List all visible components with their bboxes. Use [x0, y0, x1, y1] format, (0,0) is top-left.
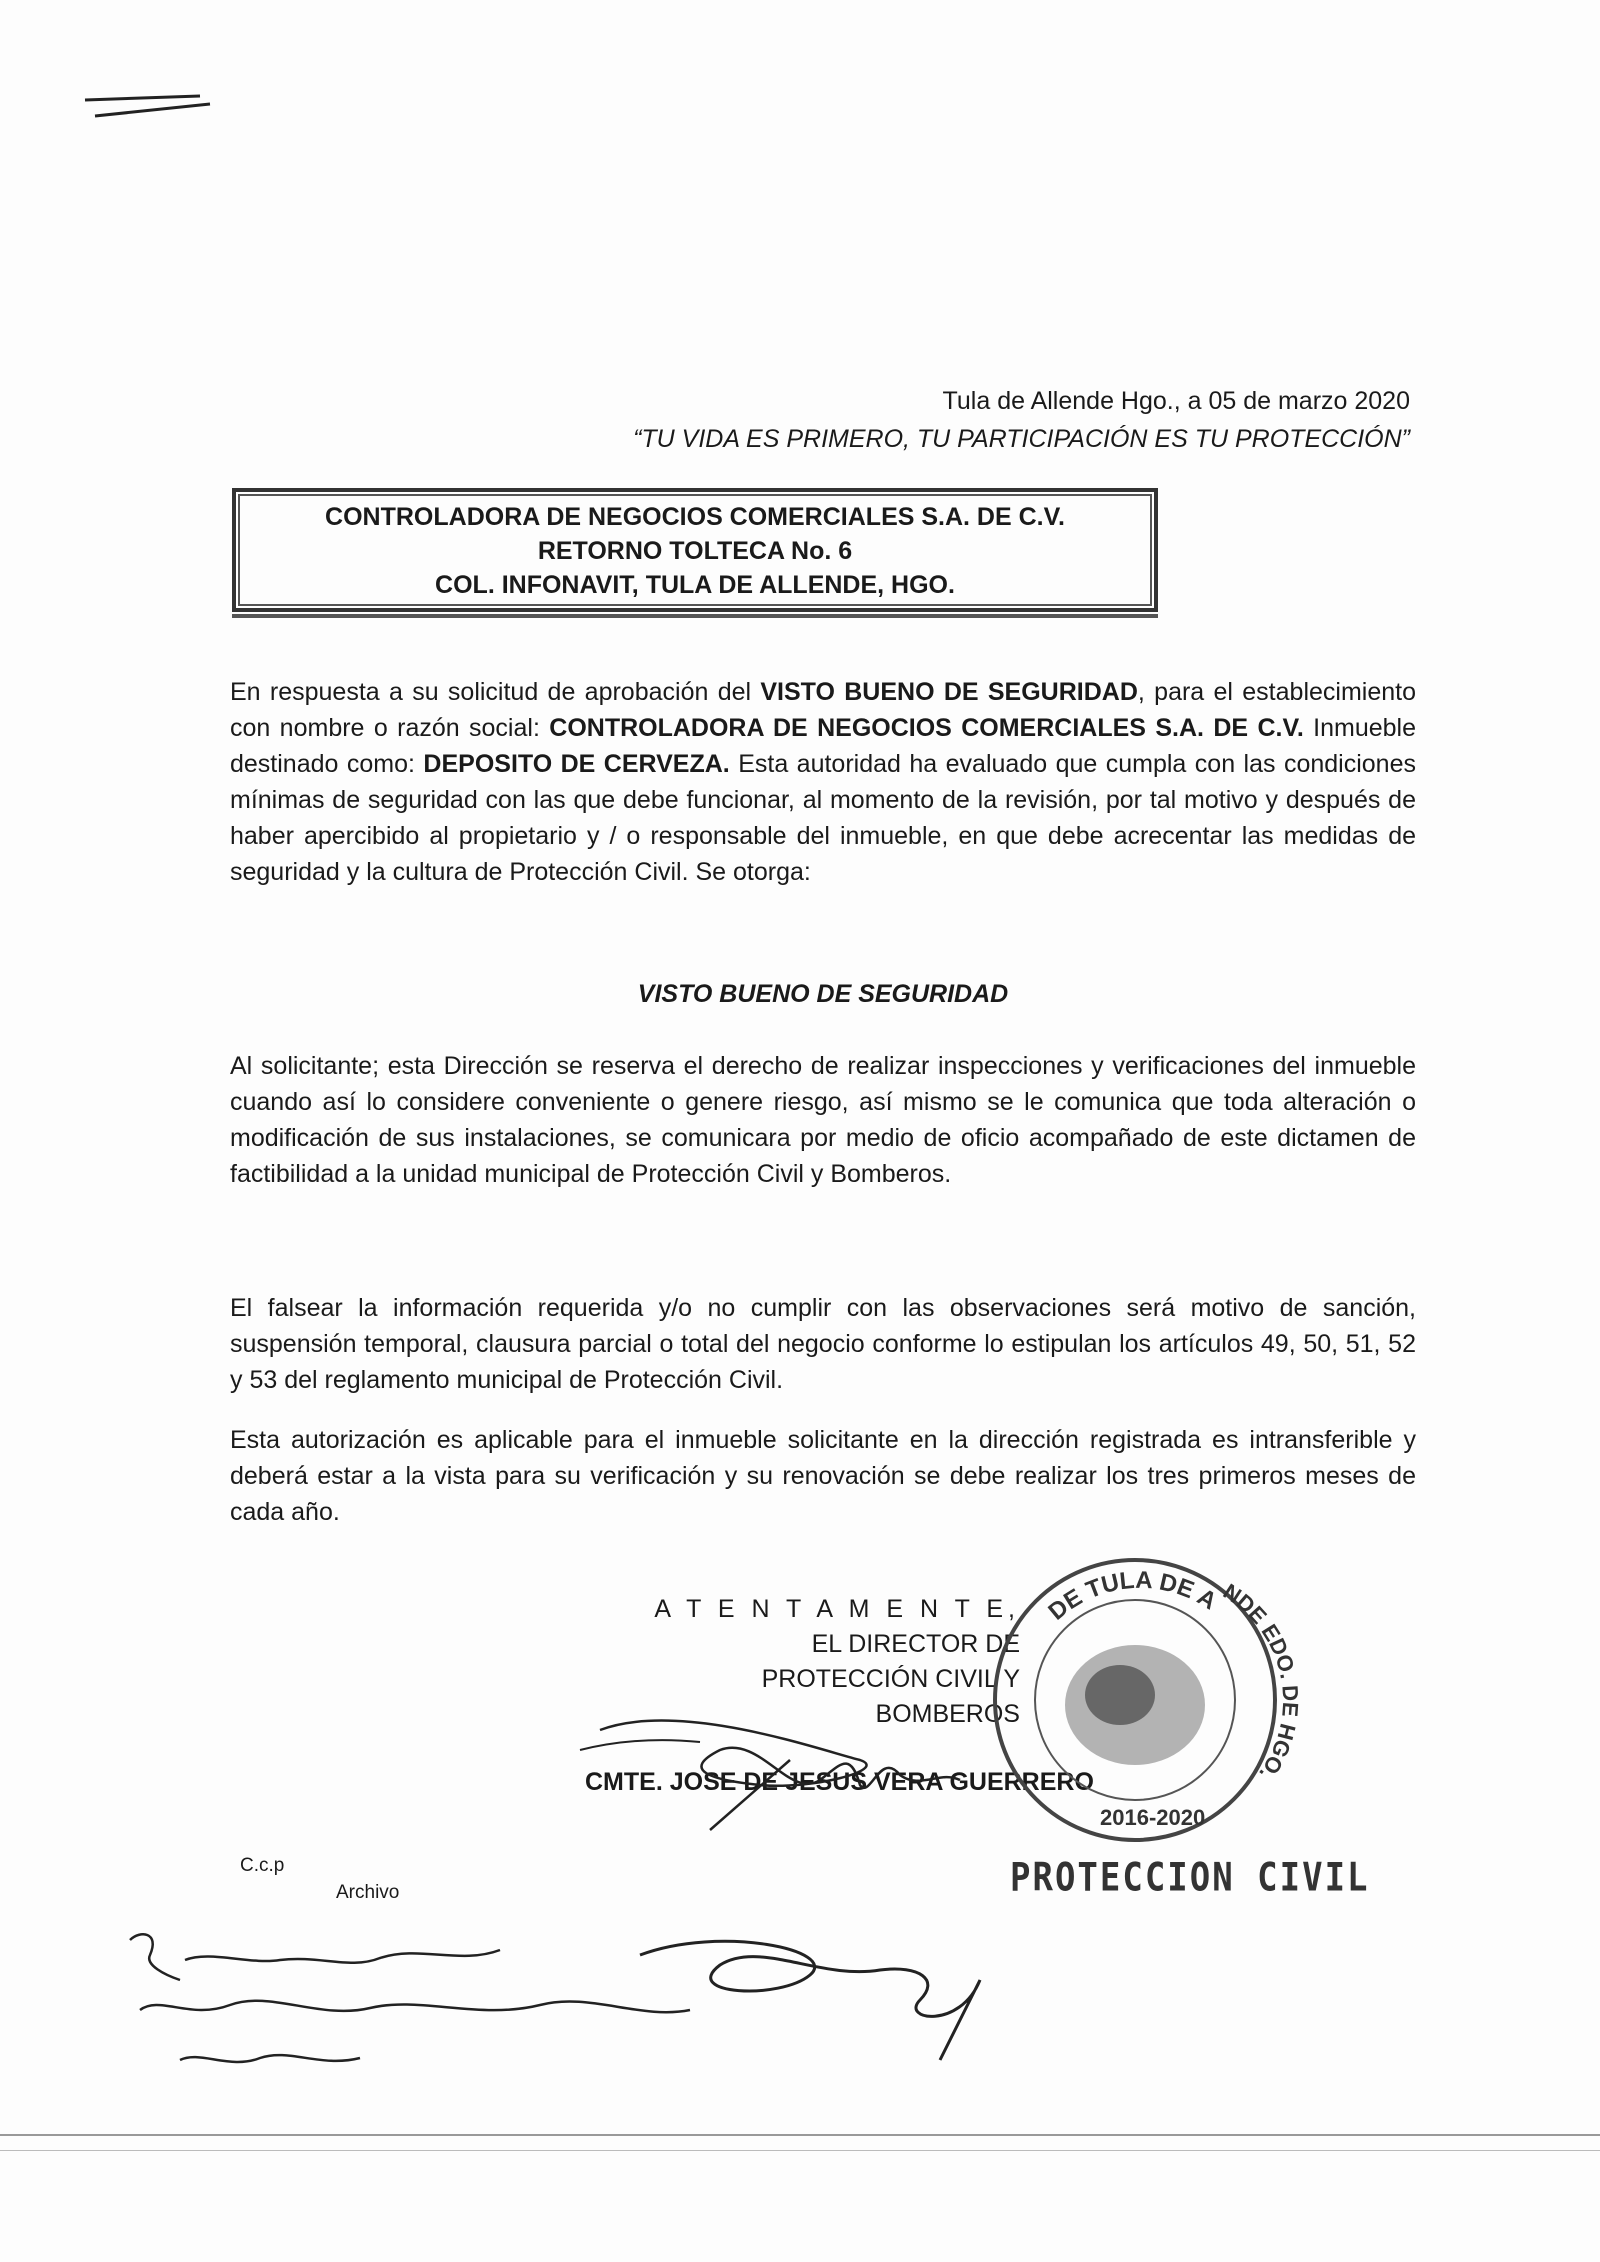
p1-text-e: Inmueble destinado como: — [230, 714, 1416, 778]
address-line-3: COL. INFONAVIT, TULA DE ALLENDE, HGO. — [435, 571, 955, 599]
p1-text-g: Esta autoridad ha evaluado que cumpla con las condiciones mínimas de seguridad con las que debe funcionar, al momento de la revisión, por tal motivo y después de haber apercibido al propietario y / o responsable del inmueble, en que debe acrecentar las medidas de seguridad y la cultura de Protección Civil. Se otorga: — [230, 750, 1416, 886]
handwritten-receipt-note — [120, 1920, 1020, 2090]
address-line-1: CONTROLADORA DE NEGOCIOS COMERCIALES S.A. DE C.V. — [325, 503, 1065, 531]
closing: A T E N T A M E N T E, — [654, 1595, 1020, 1623]
seal-label: PROTECCION CIVIL — [1010, 1855, 1370, 1901]
ccp-label: C.c.p — [240, 1855, 285, 1876]
p1-bold-approval: VISTO BUENO DE SEGURIDAD — [760, 678, 1138, 706]
page-edge-line — [0, 2134, 1600, 2136]
section-title: VISTO BUENO DE SEGURIDAD — [637, 980, 1009, 1008]
seal-right-text: NDE EDO. DE HGO. — [1218, 1578, 1304, 1786]
role-line-2: PROTECCIÓN CIVIL Y BOMBEROS — [761, 1665, 1020, 1728]
letter-header — [633, 382, 1410, 458]
seal-top-text: DE TULA DE A — [1043, 1566, 1222, 1626]
p1-text-a: En respuesta a su solicitud de aprobación del — [230, 678, 761, 706]
role-line-1: EL DIRECTOR DE — [811, 1630, 1020, 1658]
paragraph-request — [230, 674, 1416, 890]
page-edge-line-2 — [0, 2150, 1600, 2151]
svg-text:NDE EDO. DE HGO. — [1219, 1579, 1303, 1785]
official-seal-stamp — [960, 1530, 1320, 1850]
archivo-label: Archivo — [336, 1882, 400, 1903]
signer-name: CMTE. JOSE DE JESUS VERA GUERRERO — [585, 1768, 1094, 1796]
paragraph-validity: Esta autorización es aplicable para el inmueble solicitante en la dirección registrada es intransferible y deberá estar a la vista para su verificación y su renovación se debe realizar los tres primeros meses de cada año. — [230, 1426, 1416, 1526]
p1-text-c: , para el establecimiento con nombre o razón social: — [230, 678, 1416, 742]
motto: “TU VIDA ES PRIMERO, TU PARTICIPACIÓN ES TU PROTECCIÓN” — [633, 425, 1410, 453]
p1-bold-company: CONTROLADORA DE NEGOCIOS COMERCIALES S.A. DE C.V. — [549, 714, 1304, 742]
seal-years: 2016-2020 — [1100, 1805, 1206, 1830]
recipient-address-box — [232, 488, 1158, 612]
place-date: Tula de Allende Hgo., a 05 de marzo 2020 — [942, 387, 1410, 415]
paragraph-sanctions: El falsear la información requerida y/o no cumplir con las observaciones será motivo de sanción, suspensión temporal, clausura parcial o total del negocio conforme lo estipulan los artículos 49, 50, 51, 52 y 53 del reglamento municipal de Protección Civil. — [230, 1294, 1416, 1394]
director-signature — [560, 1690, 1020, 1850]
paragraph-inspections: Al solicitante; esta Dirección se reserva el derecho de realizar inspecciones y verificaciones del inmueble cuando así lo considere conveniente o genere riesgo, así mismo se le comunica que toda alteración o modificación de sus instalaciones, se comunicara por medio de oficio acompañado de este dictamen de factibilidad a la unidad municipal de Protección Civil y Bomberos. — [230, 1052, 1416, 1188]
pen-mark — [80, 88, 220, 128]
p1-bold-use: DEPOSITO DE CERVEZA. — [423, 750, 730, 778]
address-line-2: RETORNO TOLTECA No. 6 — [537, 537, 853, 565]
